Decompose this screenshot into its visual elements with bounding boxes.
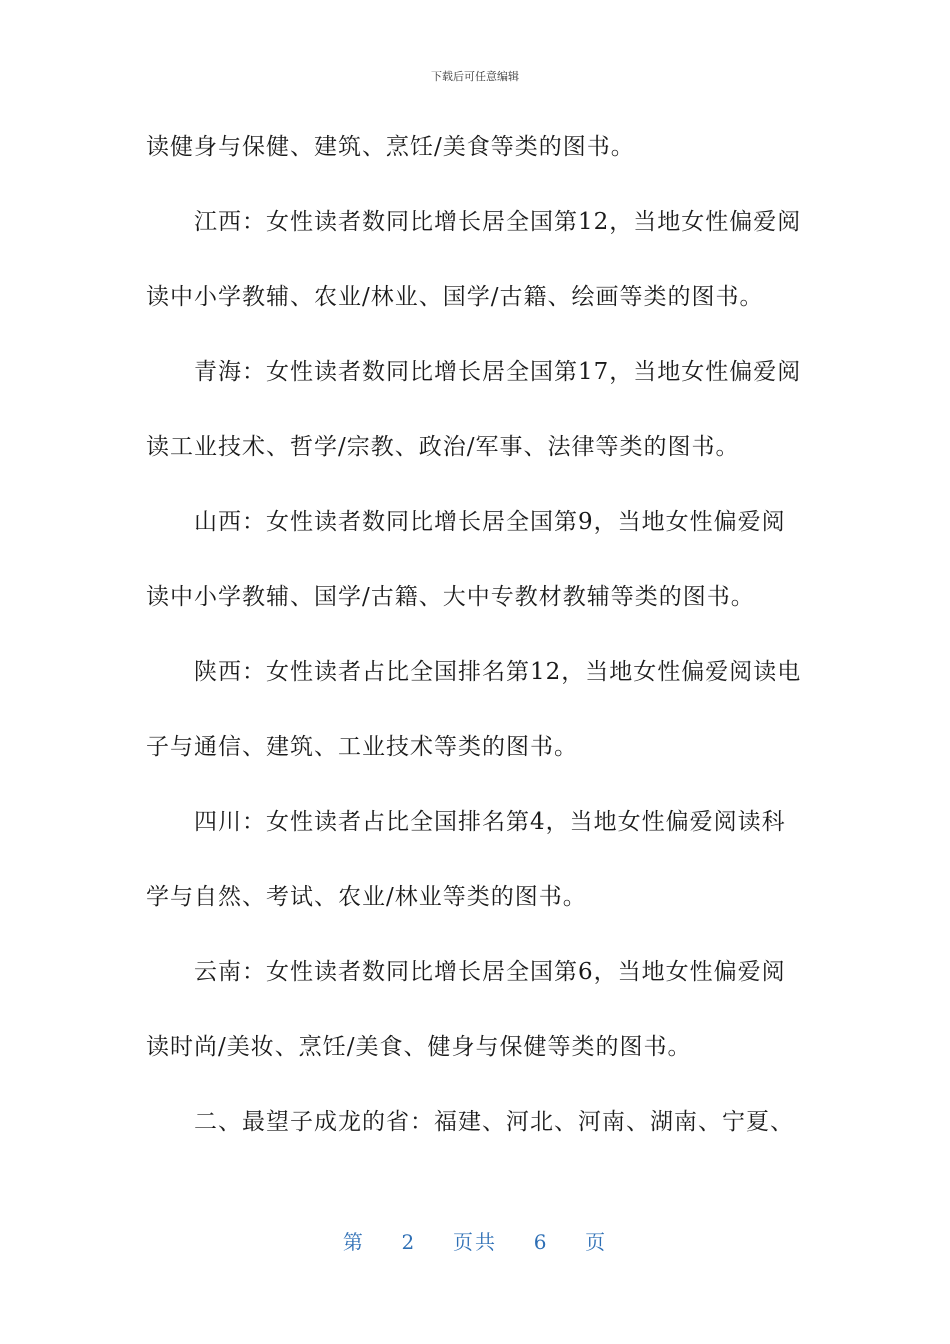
paragraph-line: 青海：女性读者数同比增长居全国第17，当地女性偏爱阅 bbox=[194, 359, 802, 385]
current-page-number: 2 bbox=[401, 1230, 417, 1254]
paragraph-line: 学与自然、考试、农业/林业等类的图书。 bbox=[146, 884, 587, 910]
paragraph-line: 读中小学教辅、国学/古籍、大中专教材教辅等类的图书。 bbox=[146, 584, 755, 610]
footer-prefix: 第 bbox=[342, 1230, 365, 1254]
paragraph-line: 四川：女性读者占比全国排名第4，当地女性偏爱阅读科 bbox=[194, 809, 786, 835]
paragraph-line: 山西：女性读者数同比增长居全国第9，当地女性偏爱阅 bbox=[194, 509, 786, 535]
paragraph-line: 子与通信、建筑、工业技术等类的图书。 bbox=[146, 734, 578, 760]
total-pages: 6 bbox=[533, 1230, 549, 1254]
footer-suffix: 页 bbox=[585, 1230, 608, 1254]
document-body bbox=[146, 110, 806, 1160]
page-header: 下载后可任意编辑 bbox=[431, 70, 519, 83]
paragraph-line: 陕西：女性读者占比全国排名第12，当地女性偏爱阅读电 bbox=[194, 659, 802, 685]
paragraph-line: 二、最望子成龙的省：福建、河北、河南、湖南、宁夏、 bbox=[194, 1109, 794, 1135]
paragraph-line: 读健身与保健、建筑、烹饪/美食等类的图书。 bbox=[146, 134, 635, 160]
paragraph-line: 读时尚/美妆、烹饪/美食、健身与保健等类的图书。 bbox=[146, 1034, 692, 1060]
paragraph-line: 读工业技术、哲学/宗教、政治/军事、法律等类的图书。 bbox=[146, 434, 740, 460]
footer-middle: 页共 bbox=[453, 1230, 497, 1254]
paragraph-line: 读中小学教辅、农业/林业、国学/古籍、绘画等类的图书。 bbox=[146, 284, 764, 310]
paragraph-line: 江西：女性读者数同比增长居全国第12，当地女性偏爱阅 bbox=[194, 209, 802, 235]
paragraph-line: 云南：女性读者数同比增长居全国第6，当地女性偏爱阅 bbox=[194, 959, 786, 985]
page-footer bbox=[0, 1226, 950, 1255]
